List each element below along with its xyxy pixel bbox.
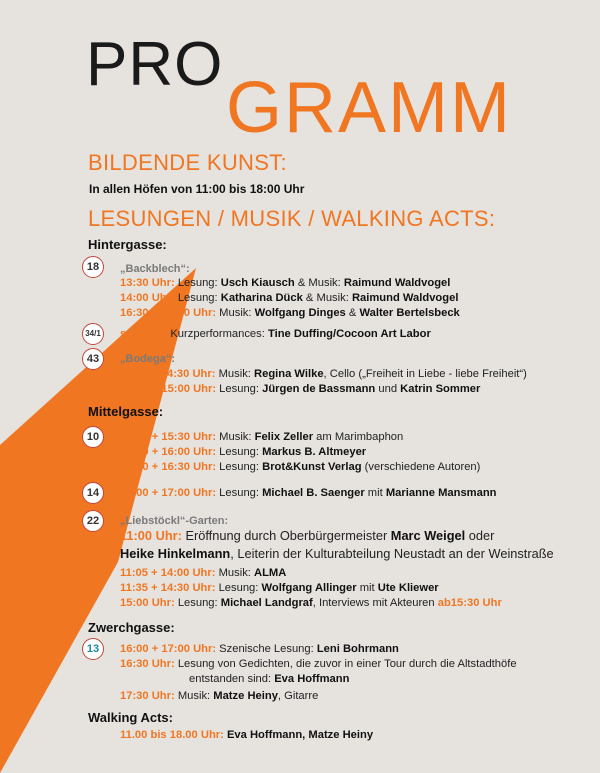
street-hintergasse: Hintergasse: bbox=[88, 237, 167, 252]
venue-name-backblech: „Backblech“: bbox=[120, 263, 190, 275]
event-row-opening: 11:00 Uhr: Eröffnung durch Oberbürgermeister Marc Weigel oder bbox=[120, 528, 495, 543]
event-row: 13:30 Uhr: Lesung: Usch Kiausch & Musik: Raimund Waldvogel bbox=[120, 277, 451, 289]
venue-name-bodega: „Bodega“: bbox=[120, 353, 175, 365]
event-row: 15:00 Uhr: Lesung: Michael Landgraf, Interviews mit Akteuren ab15:30 Uhr bbox=[120, 597, 502, 609]
venue-number-18: 18 bbox=[82, 256, 104, 278]
street-mittelgasse: Mittelgasse: bbox=[88, 404, 164, 419]
event-row: 11:30 + 14:30 Uhr: Musik: Regina Wilke, Cello („Freiheit in Liebe - liebe Freiheit“) bbox=[120, 368, 527, 380]
event-row: 12:00 + 15:30 Uhr: Musik: Felix Zeller am Marimbaphon bbox=[120, 431, 404, 443]
bildende-subtitle: In allen Höfen von 11:00 bis 18:00 Uhr bbox=[89, 182, 305, 196]
event-row: 17:30 Uhr: Musik: Matze Heiny, Gitarre bbox=[120, 690, 319, 702]
venue-number-22: 22 bbox=[82, 510, 104, 532]
event-row: 14:00 Uhr: Lesung: Katharina Dück & Musik: Raimund Waldvogel bbox=[120, 292, 459, 304]
event-row: 12:00 + 15:00 Uhr: Lesung: Jürgen de Bassmann und Katrin Sommer bbox=[120, 383, 481, 395]
venue-number-13: 13 bbox=[82, 638, 104, 660]
event-row-cont: entstanden sind: Eva Hoffmann bbox=[189, 673, 350, 685]
event-row: 12:30 + 16:00 Uhr: Lesung: Markus B. Altmeyer bbox=[120, 446, 367, 458]
event-row: 16:30 + 17:30 Uhr: Musik: Wolfgang Dinges & Walter Bertelsbeck bbox=[120, 307, 460, 319]
venue-name-liebstoeckl: „Liebstöckl“-Garten: bbox=[120, 515, 229, 527]
heading-lesungen: LESUNGEN / MUSIK / WALKING ACTS: bbox=[88, 206, 496, 231]
street-zwerchgasse: Zwerchgasse: bbox=[88, 620, 175, 635]
event-row: 11:35 + 14:30 Uhr: Lesung: Wolfgang Allinger mit Ute Kliewer bbox=[120, 582, 439, 594]
venue-number-14: 14 bbox=[82, 482, 104, 504]
page-title bbox=[86, 30, 566, 148]
event-row: 11:05 + 14:00 Uhr: Musik: ALMA bbox=[120, 567, 287, 579]
venue-number-10: 10 bbox=[82, 426, 104, 448]
street-walking-acts: Walking Acts: bbox=[88, 710, 173, 725]
heading-bildende-kunst: BILDENDE KUNST: bbox=[88, 150, 287, 175]
title-pro: PRO bbox=[86, 30, 224, 99]
event-row: spontan: Kurzperformances: Tine Duffing/Cocoon Art Labor bbox=[120, 328, 431, 340]
title-gramm: GRAMM bbox=[226, 68, 512, 148]
event-row: 15:00 + 16:30 Uhr: Lesung: Brot&Kunst Verlag (verschiedene Autoren) bbox=[120, 461, 481, 473]
venue-number-43: 43 bbox=[82, 348, 104, 370]
event-row: 16:30 Uhr: Lesung von Gedichten, die zuvor in einer Tour durch die Altstadthöfe bbox=[120, 658, 517, 670]
venue-number-34-1: 34/1 bbox=[82, 323, 104, 345]
event-row-opening-cont: Heike Hinkelmann, Leiterin der Kulturabteilung Neustadt an der Weinstraße bbox=[120, 546, 554, 561]
event-row: 11.00 bis 18.00 Uhr: Eva Hoffmann, Matze Heiny bbox=[120, 729, 374, 741]
event-row: 13:00 + 17:00 Uhr: Lesung: Michael B. Saenger mit Marianne Mansmann bbox=[120, 487, 497, 499]
event-row: 16:00 + 17:00 Uhr: Szenische Lesung: Leni Bohrmann bbox=[120, 643, 399, 655]
